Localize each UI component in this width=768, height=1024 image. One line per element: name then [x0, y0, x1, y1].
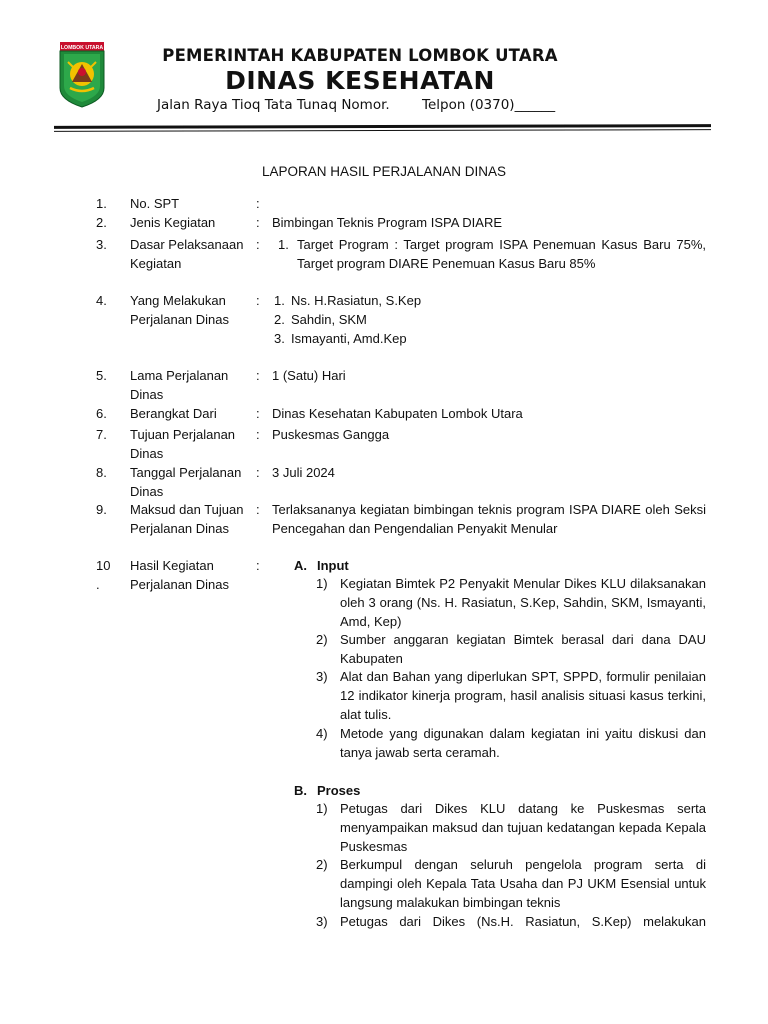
document-title: LAPORAN HASIL PERJALANAN DINAS — [261, 164, 507, 179]
row-number: 7. — [96, 427, 107, 442]
list-text: Ns. H.Rasiatun, S.Kep — [291, 293, 422, 308]
row-colon: : — [256, 293, 260, 308]
row-number: 4. — [96, 293, 107, 308]
section-letter: A. — [294, 558, 307, 573]
list-number: 1. — [278, 237, 289, 252]
list-number: 1) — [316, 576, 328, 591]
row-value: Terlaksananya kegiatan bimbingan teknis program ISPA DIARE oleh Seksi Pencegahan dan Pengendalian Penyakit Menular — [272, 502, 706, 536]
row-colon: : — [256, 558, 260, 573]
list-text: Target Program : Target program ISPA Penemuan Kasus Baru 75%, Target program DIARE Penemuan Kasus Baru 85% — [297, 237, 706, 271]
section-title: Input — [317, 558, 349, 573]
list-text: Kegiatan Bimtek P2 Penyakit Menular Dikes KLU dilaksanakan oleh 3 orang (Ns. H. Rasiatun, S.Kep, Sahdin, SKM, Ismayanti, Amd, Kep) — [340, 576, 706, 629]
header-department: DINAS KESEHATAN — [225, 66, 495, 95]
section-title: Proses — [317, 783, 361, 798]
header-address-line — [157, 97, 556, 113]
list-text: Petugas dari Dikes (Ns.H. Rasiatun, S.Kep) melakukan — [340, 914, 706, 929]
row-number: 3. — [96, 237, 107, 252]
row-number: 5. — [96, 368, 107, 383]
traveller-list — [274, 291, 708, 348]
header-address: Jalan Raya Tioq Tata Tunaq Nomor. — [157, 97, 390, 113]
row-colon: : — [256, 502, 260, 517]
row-value: 3 Juli 2024 — [272, 465, 335, 480]
row-colon: : — [256, 427, 260, 442]
row-number: 10 . — [96, 558, 111, 592]
list-number: 3) — [316, 669, 328, 684]
row-value: 1 (Satu) Hari — [272, 368, 346, 383]
header-government: PEMERINTAH KABUPATEN LOMBOK UTARA — [162, 46, 558, 65]
row-label: Dasar Pelaksanaan Kegiatan — [130, 237, 244, 271]
list-number: 1. — [274, 293, 285, 308]
row-label: No. SPT — [130, 196, 180, 211]
list-text: Berkumpul dengan seluruh pengelola program serta di dampingi oleh Kepala Tata Usaha dan PJ UKM Esensial untuk langsung malakukan bimbingan teknis — [340, 857, 706, 910]
row-label: Yang Melakukan Perjalanan Dinas — [130, 293, 230, 327]
lombok-utara-emblem — [58, 42, 106, 108]
row-number: 2. — [96, 215, 107, 230]
row-label: Tanggal Perjalanan Dinas — [130, 465, 242, 499]
list-number: 2. — [274, 312, 285, 327]
row-label: Berangkat Dari — [130, 406, 217, 421]
row-label: Lama Perjalanan Dinas — [130, 368, 229, 402]
header-phone: Telpon (0370)______ — [422, 97, 556, 113]
row-number: 8. — [96, 465, 107, 480]
list-number: 3. — [274, 331, 285, 346]
list-number: 2) — [316, 857, 328, 872]
row-value: Puskesmas Gangga — [272, 427, 390, 442]
header-divider-thick — [54, 124, 711, 129]
list-number: 4) — [316, 726, 328, 741]
row-colon: : — [256, 406, 260, 421]
row-number: 1. — [96, 196, 107, 211]
header-divider-thin — [54, 129, 711, 132]
row-number: 6. — [96, 406, 107, 421]
list-item — [274, 329, 708, 348]
row-label: Maksud dan Tujuan Perjalanan Dinas — [130, 502, 244, 536]
row-label: Tujuan Perjalanan Dinas — [130, 427, 236, 461]
list-text: Alat dan Bahan yang diperlukan SPT, SPPD, formulir penilaian 12 indikator kinerja program, hasil analisis situasi kasus terkini, alat tulis. — [340, 669, 706, 722]
row-colon: : — [256, 196, 260, 211]
list-text: Metode yang digunakan dalam kegiatan ini yaitu diskusi dan tanya jawab serta ceramah. — [340, 726, 706, 760]
row-label: Hasil Kegiatan Perjalanan Dinas — [130, 558, 230, 592]
row-colon: : — [256, 465, 260, 480]
list-text: Sahdin, SKM — [291, 312, 367, 327]
list-text: Ismayanti, Amd.Kep — [291, 331, 407, 346]
row-value: Dinas Kesehatan Kabupaten Lombok Utara — [272, 406, 523, 421]
row-value: Bimbingan Teknis Program ISPA DIARE — [272, 215, 503, 230]
row-label: Jenis Kegiatan — [130, 215, 216, 230]
list-number: 1) — [316, 801, 328, 816]
list-number: 3) — [316, 914, 328, 929]
list-text: Sumber anggaran kegiatan Bimtek berasal dari dana DAU Kabupaten — [340, 632, 706, 666]
list-number: 2) — [316, 632, 328, 647]
row-number: 9. — [96, 502, 107, 517]
list-item — [274, 310, 708, 329]
list-item — [274, 291, 708, 310]
section-letter: B. — [294, 783, 307, 798]
row-colon: : — [256, 215, 260, 230]
list-text: Petugas dari Dikes KLU datang ke Puskesmas serta menyampaikan maksud dan tujuan kedatangan kepada Kepala Puskesmas — [340, 801, 706, 854]
row-colon: : — [256, 237, 260, 252]
emblem-label: LOMBOK UTARA — [60, 45, 104, 51]
row-colon: : — [256, 368, 260, 383]
